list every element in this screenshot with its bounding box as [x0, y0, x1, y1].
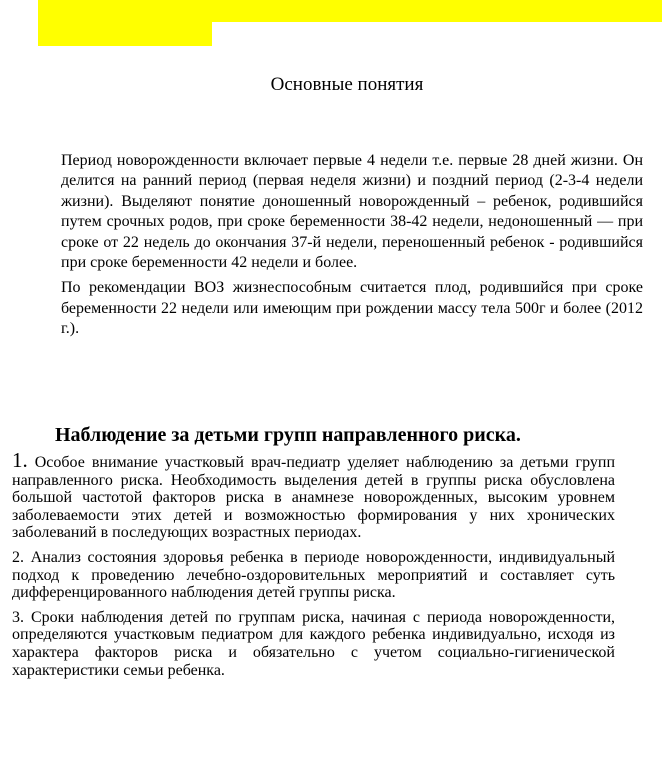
point-1-text: Особое внимание участковый врач-педиатр уделяет наблюдению за детьми групп направленного риска. Необходимость выделения детей в группы риска обусловлена большой частотой факторов риска в анамнезе новорожденных, высоким уровнем заболеваемости этих детей и возможностью формирования у них хронических заболеваний в последующих возрастных периодах. — [12, 454, 615, 542]
point-1-number: 1. — [12, 448, 28, 472]
point-1 — [12, 448, 615, 542]
point-2-text: Анализ состояния здоровья ребенка в периоде новорожденности, индивидуальный подход к проведению лечебно-оздоровительных мероприятий и составляет суть дифференцированного наблюдения детей группы риска. — [12, 548, 616, 602]
point-3 — [12, 609, 615, 679]
numbered-points — [12, 448, 616, 679]
point-2 — [12, 549, 615, 602]
section-heading: Наблюдение за детьми групп направленного риска. — [55, 424, 521, 446]
yellow-highlight-tab — [38, 22, 212, 46]
point-3-text: Сроки наблюдения детей по группам риска, начиная с периода новорожденности, определяются участковым педиатром для каждого ребенка индивидуально, исходя из характера факторов риска и обязательно с учетом социально-гигиенической характеристики семьи ребенка. — [12, 608, 616, 679]
intro-paragraph-2: По рекомендации ВОЗ жизнеспособным считается плод, родившийся при сроке беременности 22 недели или имеющим при рождении массу тела 500г и более (2012 г.). — [61, 279, 643, 338]
page-title: Основные понятия — [270, 74, 424, 95]
yellow-highlight-banner — [38, 0, 662, 22]
intro-paragraph-1: Период новорожденности включает первые 4 недели т.е. первые 28 дней жизни. Он делится на ранний период (первая неделя жизни) и поздний период (2-3-4 недели жизни). Выделяют понятие доношенный новорожденный – ребенок, родившийся путем срочных родов, при сроке беременности 38-42 недели, недоношенный — при сроке от 22 недель до окончания 37-й недели, переношенный ребенок - родившийся при сроке беременности 42 недели и более. — [61, 152, 643, 272]
intro-text — [61, 151, 643, 340]
point-3-number: 3. — [12, 608, 24, 626]
point-2-number: 2. — [12, 548, 24, 566]
